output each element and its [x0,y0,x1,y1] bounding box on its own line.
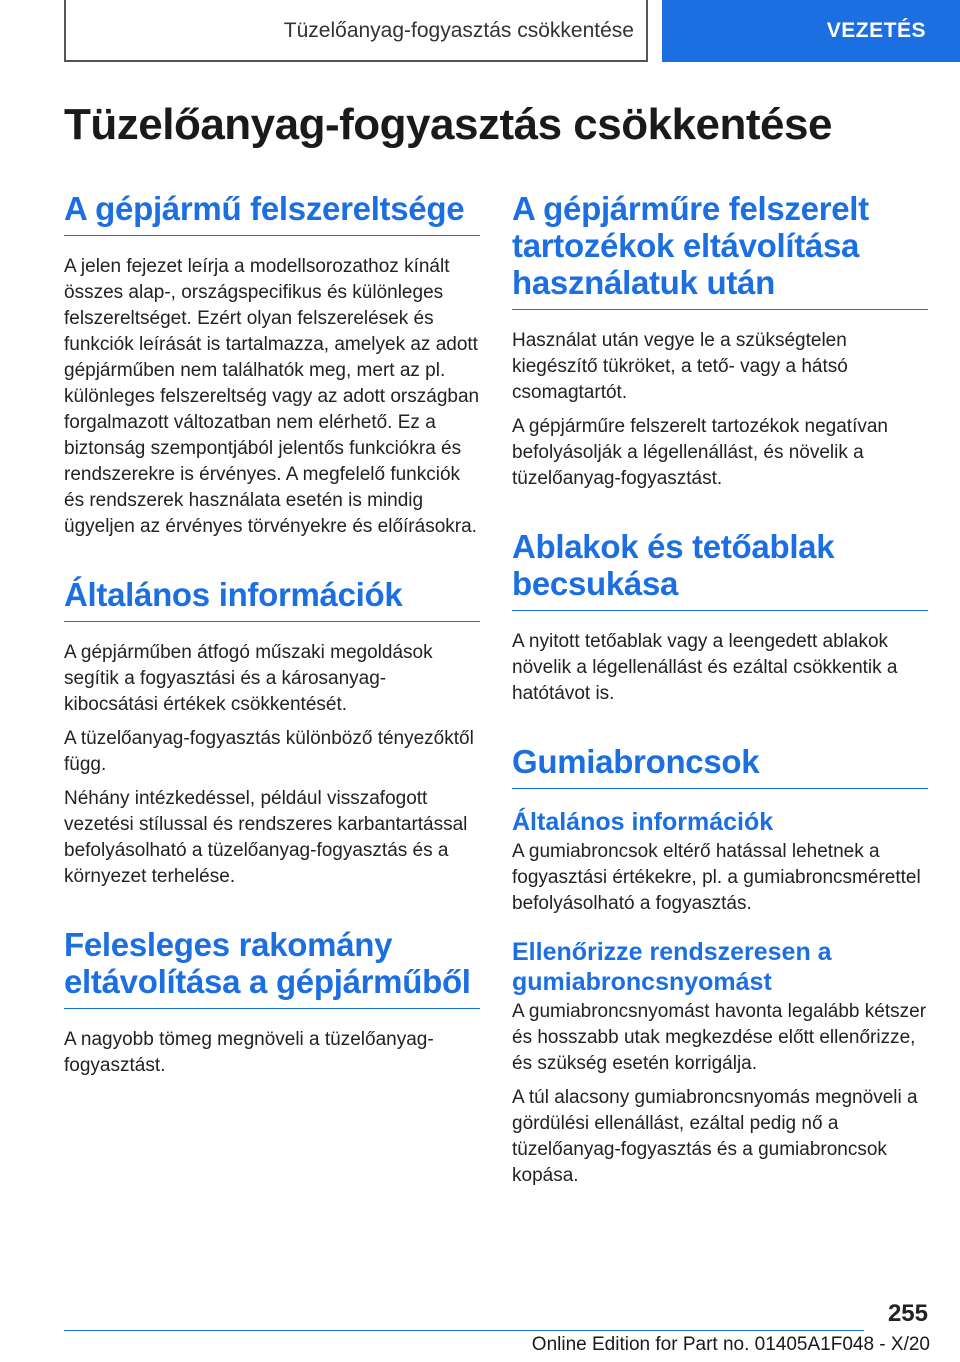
section-heading-remove-accessories: A gépjárműre felszerelt tartozékok eltávolítása használatuk után [512,190,928,310]
subsection-heading-tyre-pressure: Ellenőrizze rendszeresen a gumiabroncsnyomást [512,938,832,996]
paragraph: Néhány intézkedéssel, például visszafogott vezetési stílussal és rendszeres karbantartással befolyásolható a tüzelőanyag-fogyasztás és a környezet terhelése. [64,788,468,887]
section-heading-general-info: Általános információk [64,576,480,622]
paragraph: Használat után vegye le a szükségtelen kiegészítő tükröket, a tető- vagy a hátsó csomagtartót. [512,330,848,403]
paragraph: A gépjárműre felszerelt tartozékok negatívan befolyásolják a légellenállást, és növelik a tüzelőanyag-fogyasztást. [512,416,888,489]
header-section-title: Tüzelőanyag-fogyasztás csökkentése [283,19,634,42]
paragraph: A gumiabroncsnyomást havonta legalább kétszer és hosszabb utak megkezdése előtt ellenőrizze, és szükség esetén korrigálja. [512,1001,927,1074]
subsection-heading-general-info: Általános információk [512,808,774,836]
paragraph: A gépjárműben átfogó műszaki megoldások segítik a fogyasztási és a károsanyag-kibocsátási értékek csökkentését. [64,642,433,715]
right-column [512,190,928,1189]
paragraph: A nyitott tetőablak vagy a leengedett ablakok növelik a légellenállást és ezáltal csökkentik a hatótávot is. [512,631,898,704]
paragraph: A tüzelőanyag-fogyasztás különböző tényezőktől függ. [64,728,474,775]
page-number: 255 [887,1300,928,1327]
section-heading-tyres: Gumiabroncsok [512,743,928,789]
paragraph: A nagyobb tömeg megnöveli a tüzelőanyag-fogyasztást. [64,1029,434,1076]
footer-divider [64,1330,864,1331]
paragraph: A túl alacsony gumiabroncsnyomás megnöveli a gördülési ellenállást, ezáltal pedig nő a tüzelőanyag-fogyasztás és a gumiabroncsok kopása. [512,1087,918,1186]
header-chapter-badge: VEZETÉS [662,0,960,62]
page-title: Tüzelőanyag-fogyasztás csökkentése [64,100,832,149]
section-heading-equipment: A gépjármű felszereltsége [64,190,480,236]
footer-edition: Online Edition for Part no. 01405A1F048 - X/20 [531,1334,930,1355]
paragraph: A jelen fejezet leírja a modellsorozathoz kínált összes alap-, országspecifikus és különleges felszereltséget. Ezért olyan felszerelések és funkciók leírását is tartalmazza, amelyek az adott gépjárműben nem találhatók meg, mert az pl. különleges felszereltség vagy az adott országban forgalmazott változatban nem elérhető. Ez a biztonság szempontjából jelentős funkciókra és rendszerekre is érvényes. A megfelelő funkciók és rendszerek használata esetén is mindig ügyeljen az érvényes törvényekre és előírásokra. [64,256,480,537]
section-heading-close-windows: Ablakok és tetőablak becsukása [512,528,928,611]
paragraph: A gumiabroncsok eltérő hatással lehetnek a fogyasztási értékekre, pl. a gumiabroncsmérettel befolyásolható a fogyasztás. [512,841,921,914]
section-heading-remove-load: Felesleges rakomány eltávolítása a gépjárműből [64,926,480,1009]
left-column [64,190,480,1079]
